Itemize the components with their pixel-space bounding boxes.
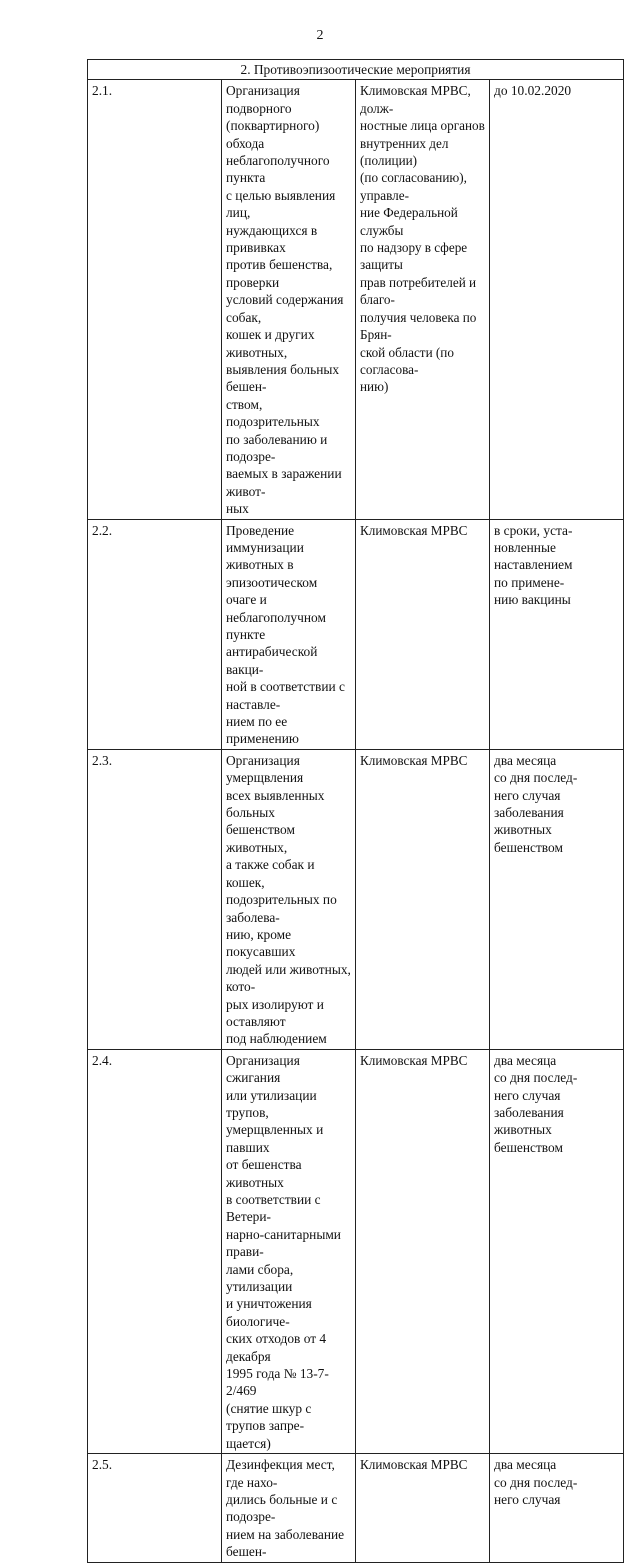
action-text: Дезинфекция мест, где нахо- дились больные и с подозре- нием на заболевание бешен-: [226, 1457, 345, 1560]
action-text: Организация подворного (поквартирного) обхода неблагополучного пункта с целью выявления лиц, нуждающихся в прививках против бешенства, проверки условий содержания собак, кошек и других животных, выявления больных бешен- ством, подозрительных по заболеванию и подозре- ваемых в заражении живот- ных: [226, 83, 344, 517]
action-cell: [222, 1049, 356, 1453]
item-number: 2.5.: [92, 1457, 113, 1473]
action-cell: [222, 80, 356, 519]
executor-text: Климовская МРВС: [360, 752, 468, 768]
executor-cell: [356, 749, 490, 1049]
executor-text: Климовская МРВС: [360, 1052, 468, 1068]
term-text: до 10.02.2020: [494, 83, 572, 99]
item-number-cell: [88, 519, 222, 749]
item-number: 2.3.: [92, 752, 113, 768]
term-cell: [490, 749, 624, 1049]
action-cell: [222, 749, 356, 1049]
item-number: 2.1.: [92, 83, 113, 99]
executor-text: Климовская МРВС: [360, 522, 468, 538]
executor-cell: [356, 1049, 490, 1453]
term-cell: [490, 80, 624, 519]
item-number-cell: [88, 80, 222, 519]
item-number-cell: [88, 749, 222, 1049]
executor-text: Климовская МРВС, долж- ностные лица органов внутренних дел (полиции) (по согласованию), управле- ние Федеральной службы по надзору в сфере защиты прав потребителей и благо- получия человека по Брян- ской области (по согласова- нию): [360, 83, 485, 395]
section-title: 2. Противоэпизоотические мероприятия: [88, 60, 624, 80]
table-row: [88, 80, 624, 519]
action-text: Организация сжигания или утилизации трупов, умерщвленных и павших от бешенства животных в соответствии с Ветери- нарно-санитарными прави- лами сбора, утилизации и уничтожения биологиче- ских отходов от 4 декабря 1995 года № 13-7-2/469 (снятие шкур с трупов запре- щается): [226, 1052, 341, 1451]
term-text: два месяца со дня послед- него случая заболевания животных бешенством: [494, 752, 578, 855]
executor-cell: [356, 1454, 490, 1562]
executor-cell: [356, 519, 490, 749]
item-number: 2.2.: [92, 522, 113, 538]
table-row: [88, 1049, 624, 1453]
action-cell: [222, 1454, 356, 1562]
item-number-cell: [88, 1454, 222, 1562]
item-number-cell: [88, 1049, 222, 1453]
term-cell: [490, 1454, 624, 1562]
table-row: [88, 1454, 624, 1562]
item-number: 2.4.: [92, 1052, 113, 1068]
executor-text: Климовская МРВС: [360, 1457, 468, 1473]
section-header-row: [88, 60, 624, 80]
term-text: два месяца со дня послед- него случая: [494, 1457, 578, 1507]
table-row: [88, 749, 624, 1049]
executor-cell: [356, 80, 490, 519]
term-text: два месяца со дня послед- него случая заболевания животных бешенством: [494, 1052, 578, 1155]
action-text: Организация умерщвления всех выявленных больных бешенством животных, а также собак и кошек, подозрительных по заболева- нию, кроме покусавших людей или животных, кото- рых изолируют и оставляют под наблюдением: [226, 752, 351, 1047]
action-text: Проведение иммунизации животных в эпизоотическом очаге и неблагополучном пункте антирабической вакци- ной в соответствии с наставле- нием по ее применению: [226, 522, 345, 747]
term-cell: [490, 1049, 624, 1453]
page-number: 2: [316, 28, 324, 43]
table-row: [88, 519, 624, 749]
action-cell: [222, 519, 356, 749]
term-cell: [490, 519, 624, 749]
term-text: в сроки, уста- новленные наставлением по примене- нию вакцины: [494, 522, 573, 608]
measures-table: [87, 59, 624, 1563]
